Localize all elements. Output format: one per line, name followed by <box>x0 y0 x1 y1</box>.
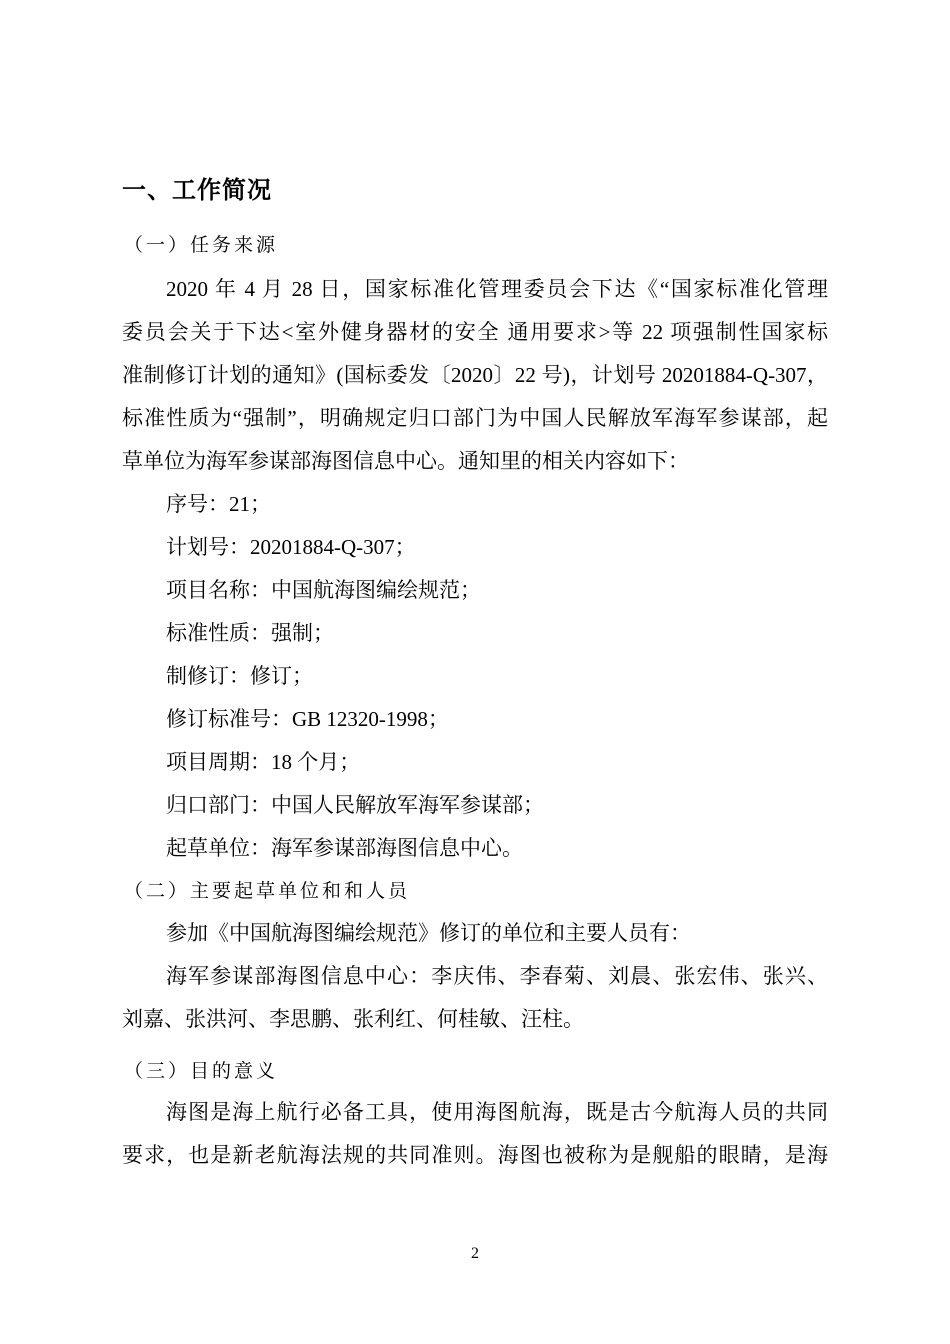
paragraph-task-source <box>122 268 828 870</box>
paragraph-drafters <box>122 912 828 1041</box>
paragraph-line: 2020 年 4 月 28 日，国家标准化管理委员会下达《“国家标准化管理 <box>166 277 828 301</box>
list-item: 起草单位：海军参谋部海图信息中心。 <box>166 836 523 860</box>
subsection-title-drafters: （二）主要起草单位和和人员 <box>124 881 411 902</box>
list-item: 序号：21； <box>166 492 271 516</box>
paragraph-line: 标准性质为“强制”，明确规定归口部门为中国人民解放军海军参谋部，起 <box>122 406 828 430</box>
list-item: 计划号：20201884-Q-307； <box>166 535 416 559</box>
paragraph-purpose <box>122 1091 828 1177</box>
paragraph-line: 参加《中国航海图编绘规范》修订的单位和主要人员有： <box>166 921 691 945</box>
paragraph-line: 海图是海上航行必备工具，使用海图航海，既是古今航海人员的共同 <box>166 1100 828 1124</box>
section-heading: 一、工作简况 <box>122 178 272 204</box>
paragraph-line: 委员会关于下达<室外健身器材的安全 通用要求>等 22 项强制性国家标 <box>122 320 828 344</box>
list-item: 制修订：修订； <box>166 664 313 688</box>
list-item: 归口部门：中国人民解放军海军参谋部； <box>166 793 544 817</box>
list-item: 项目周期：18 个月； <box>166 750 361 774</box>
page-number: 2 <box>471 1245 479 1262</box>
paragraph-line: 海军参谋部海图信息中心：李庆伟、李春菊、刘晨、张宏伟、张兴、 <box>166 964 828 988</box>
subsection-title-source: （一）任务来源 <box>124 235 279 256</box>
list-item: 项目名称：中国航海图编绘规范； <box>166 578 481 602</box>
list-item: 修订标准号：GB 12320-1998； <box>166 707 449 731</box>
list-item: 标准性质：强制； <box>166 621 334 645</box>
paragraph-line: 刘嘉、张洪河、李思鹏、张利红、何桂敏、汪柱。 <box>122 1007 584 1031</box>
subsection-title-purpose: （三）目的意义 <box>124 1061 279 1082</box>
paragraph-line: 准制修订计划的通知》(国标委发〔2020〕22 号)，计划号 20201884-Q-307， <box>122 363 828 387</box>
paragraph-line: 要求，也是新老航海法规的共同准则。海图也被称为是舰船的眼睛，是海 <box>122 1143 828 1167</box>
paragraph-line: 草单位为海军参谋部海图信息中心。通知里的相关内容如下： <box>122 449 689 473</box>
